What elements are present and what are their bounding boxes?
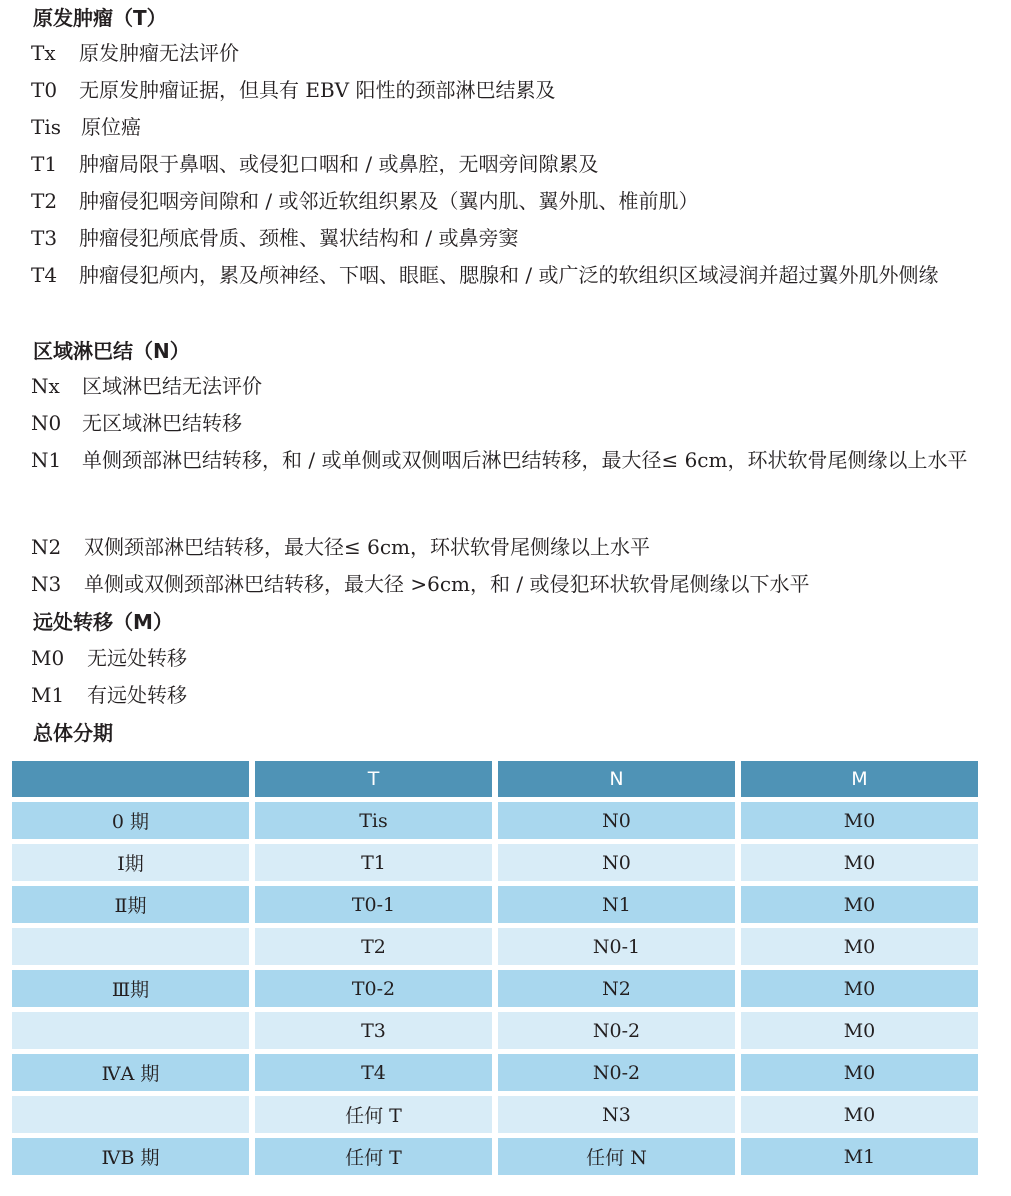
item-code: T4 <box>31 263 58 287</box>
table-row <box>12 1138 978 1175</box>
cell-t: 任何 T <box>255 1096 492 1133</box>
cell-n: 任何 N <box>498 1138 735 1175</box>
cell-stage <box>12 928 249 965</box>
table-row <box>12 928 978 965</box>
item-code: M1 <box>31 683 65 707</box>
cell-n: N0-2 <box>498 1012 735 1049</box>
item-code: N0 <box>31 411 62 435</box>
n-item-n3 <box>31 566 991 603</box>
cell-stage: ⅣB 期 <box>12 1138 249 1175</box>
cell-stage <box>12 1012 249 1049</box>
n-item-n2 <box>31 529 991 566</box>
stage-section-heading: 总体分期 <box>33 721 113 745</box>
cell-stage: 0 期 <box>12 802 249 839</box>
cell-t: T0-1 <box>255 886 492 923</box>
item-desc: 原位癌 <box>81 115 141 139</box>
item-code: Nx <box>31 374 60 398</box>
cell-t: 任何 T <box>255 1138 492 1175</box>
cell-t: T4 <box>255 1054 492 1091</box>
cell-n: N2 <box>498 970 735 1007</box>
header-n: N <box>498 761 735 797</box>
cell-m: M1 <box>741 1138 978 1175</box>
item-desc: 原发肿瘤无法评价 <box>79 41 239 65</box>
cell-t: Tis <box>255 802 492 839</box>
table-row <box>12 1096 978 1133</box>
cell-t: T3 <box>255 1012 492 1049</box>
m-item-m1 <box>31 677 991 714</box>
item-desc: 无区域淋巴结转移 <box>82 411 242 435</box>
cell-m: M0 <box>741 1096 978 1133</box>
cell-m: M0 <box>741 1054 978 1091</box>
header-stage <box>12 761 249 797</box>
t-item-t2 <box>31 183 991 220</box>
cell-m: M0 <box>741 886 978 923</box>
item-desc: 区域淋巴结无法评价 <box>82 374 262 398</box>
n-item-n0 <box>31 405 991 442</box>
m-item-m0 <box>31 640 991 677</box>
t-section-heading: 原发肿瘤（T） <box>33 6 167 30</box>
table-row <box>12 1054 978 1091</box>
item-code: N1 <box>31 448 62 472</box>
cell-t: T0-2 <box>255 970 492 1007</box>
item-desc: 肿瘤局限于鼻咽、或侵犯口咽和 / 或鼻腔，无咽旁间隙累及 <box>79 152 599 176</box>
table-row <box>12 886 978 923</box>
cell-n: N0-1 <box>498 928 735 965</box>
item-desc: 肿瘤侵犯颅内，累及颅神经、下咽、眼眶、腮腺和 / 或广泛的软组织区域浸润并超过翼外肌外侧缘 <box>79 263 939 287</box>
item-code: T1 <box>31 152 58 176</box>
item-desc: 单侧颈部淋巴结转移，和 / 或单侧或双侧咽后淋巴结转移，最大径≤ 6cm，环状软骨尾侧缘以上水平 <box>82 448 968 472</box>
item-code: T3 <box>31 226 58 250</box>
cell-stage: Ⅲ期 <box>12 970 249 1007</box>
t-item-t3 <box>31 220 991 257</box>
t-item-tis <box>31 109 991 146</box>
cell-n: N3 <box>498 1096 735 1133</box>
header-m: M <box>741 761 978 797</box>
cell-stage: ⅣA 期 <box>12 1054 249 1091</box>
table-row <box>12 970 978 1007</box>
cell-n: N0-2 <box>498 1054 735 1091</box>
cell-m: M0 <box>741 1012 978 1049</box>
item-code: T2 <box>31 189 58 213</box>
cell-stage <box>12 1096 249 1133</box>
item-desc: 双侧颈部淋巴结转移，最大径≤ 6cm，环状软骨尾侧缘以上水平 <box>84 535 651 559</box>
item-code: N2 <box>31 535 62 559</box>
t-item-t4 <box>31 257 991 294</box>
item-code: N3 <box>31 572 62 596</box>
item-code: Tx <box>31 41 56 65</box>
cell-m: M0 <box>741 928 978 965</box>
item-desc: 肿瘤侵犯咽旁间隙和 / 或邻近软组织累及（翼内肌、翼外肌、椎前肌） <box>79 189 699 213</box>
item-desc: 肿瘤侵犯颅底骨质、颈椎、翼状结构和 / 或鼻旁窦 <box>79 226 519 250</box>
item-code: M0 <box>31 646 65 670</box>
staging-table <box>6 756 984 1180</box>
item-code: Tis <box>31 115 61 139</box>
cell-m: M0 <box>741 802 978 839</box>
item-desc: 无远处转移 <box>87 646 187 670</box>
n-section-heading: 区域淋巴结（N） <box>33 339 190 363</box>
table-header-row <box>12 761 978 797</box>
t-item-t1 <box>31 146 991 183</box>
cell-stage: Ⅰ期 <box>12 844 249 881</box>
n-item-n1 <box>31 442 991 479</box>
cell-t: T2 <box>255 928 492 965</box>
table-row <box>12 844 978 881</box>
header-t: T <box>255 761 492 797</box>
table-row <box>12 802 978 839</box>
item-code: T0 <box>31 78 58 102</box>
table-row <box>12 1012 978 1049</box>
t-item-t0 <box>31 72 991 109</box>
item-desc: 有远处转移 <box>87 683 187 707</box>
item-desc: 无原发肿瘤证据，但具有 EBV 阳性的颈部淋巴结累及 <box>79 78 556 102</box>
t-item-tx <box>31 35 991 72</box>
item-desc: 单侧或双侧颈部淋巴结转移，最大径 >6cm，和 / 或侵犯环状软骨尾侧缘以下水平 <box>84 572 810 596</box>
cell-m: M0 <box>741 844 978 881</box>
m-section-heading: 远处转移（M） <box>33 610 173 634</box>
cell-t: T1 <box>255 844 492 881</box>
cell-m: M0 <box>741 970 978 1007</box>
n-item-nx <box>31 368 991 405</box>
cell-n: N0 <box>498 844 735 881</box>
cell-n: N1 <box>498 886 735 923</box>
cell-n: N0 <box>498 802 735 839</box>
cell-stage: Ⅱ期 <box>12 886 249 923</box>
